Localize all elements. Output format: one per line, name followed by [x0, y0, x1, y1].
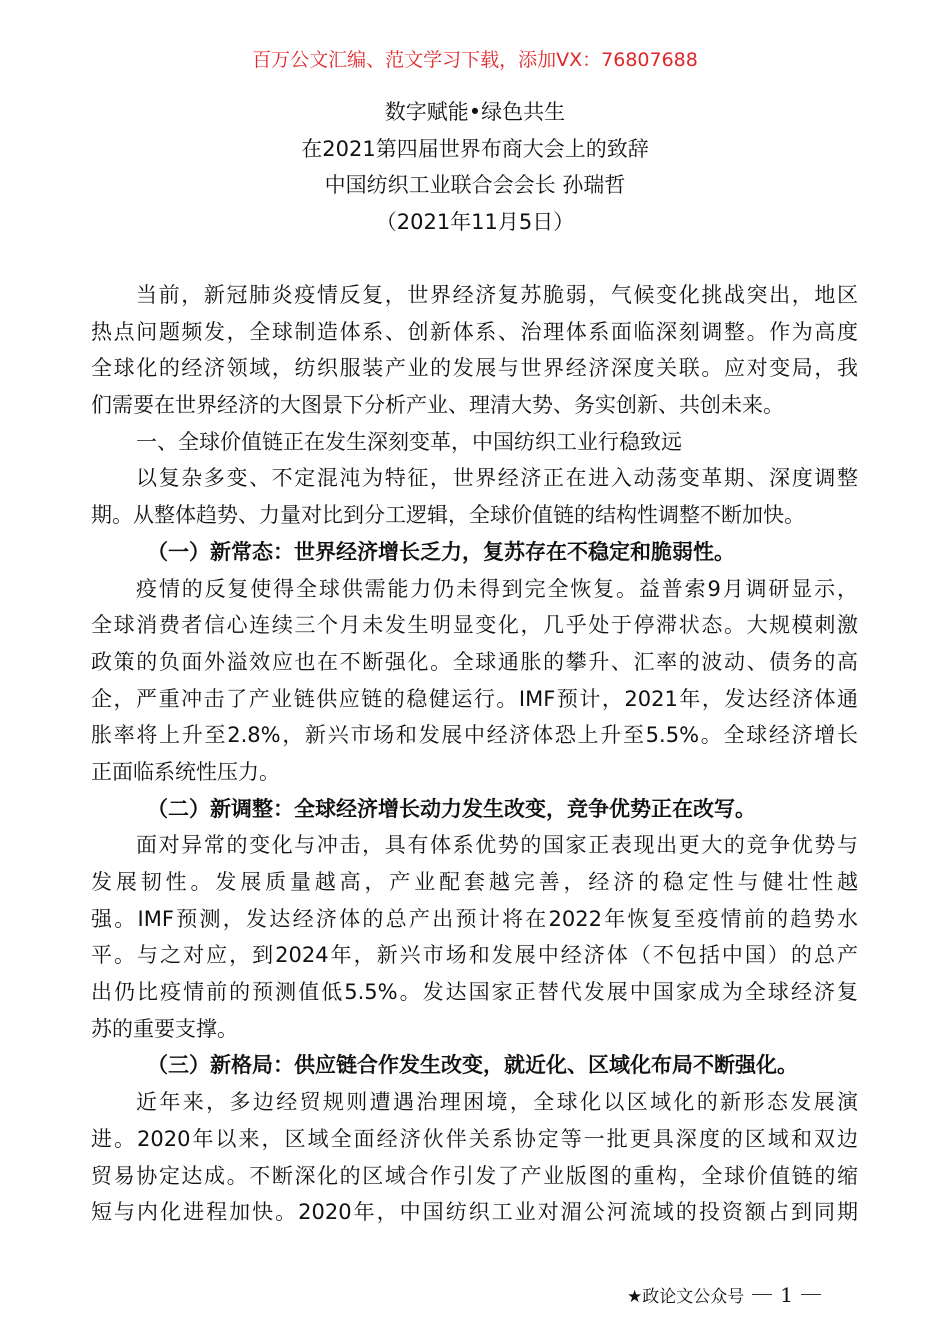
text-line: 苏的重要支撑。	[91, 1016, 238, 1041]
text-line: 企，严重冲击了产业链供应链的稳健运行。IMF预计，2021年，发达经济体通	[91, 686, 858, 711]
page-number: 1	[780, 1282, 793, 1307]
text-line: 贸易协定达成。不断深化的区域合作引发了产业版图的重构，全球价值链的缩	[91, 1163, 858, 1188]
text-line: 强。IMF预测，发达经济体的总产出预计将在2022年恢复至疫情前的趋势水	[91, 906, 858, 931]
text-line: 全球消费者信心连续三个月未发生明显变化，几乎处于停滞状态。大规模刺激	[91, 613, 858, 638]
watermark-banner: 百万公文汇编、范文学习下载，添加VX：76807688	[252, 49, 698, 71]
dash-left	[752, 1294, 772, 1295]
text-line: 出仍比疫情前的预测值低5.5%。发达国家正替代发展中国家成为全球经济复	[91, 980, 858, 1005]
document-body	[91, 277, 858, 1231]
speaker: 中国纺织工业联合会会长 孙瑞哲	[324, 173, 626, 198]
text-line: 一、全球价值链正在发生深刻变革，中国纺织工业行稳致远	[136, 429, 682, 454]
text-line: 发展韧性。发展质量越高，产业配套越完善，经济的稳定性与健壮性越	[91, 870, 858, 894]
text-line: 正面临系统性压力。	[91, 759, 280, 784]
text-line: 以复杂多变、不定混沌为特征，世界经济正在进入动荡变革期、深度调整	[136, 466, 858, 491]
footer-source: ★政论文公众号	[627, 1287, 745, 1307]
text-line: 近年来，多边经贸规则遭遇治理困境，全球化以区域化的新形态发展演	[136, 1090, 858, 1115]
subsection-heading	[91, 1047, 858, 1084]
title-block	[0, 94, 950, 241]
text-line: （一）新常态：世界经济增长乏力，复苏存在不稳定和脆弱性。	[147, 539, 735, 564]
text-line: 平。与之对应，到2024年，新兴市场和发展中经济体（不包括中国）的总产	[91, 943, 858, 968]
subtitle-event: 在2021第四届世界布商大会上的致辞	[301, 136, 649, 161]
subsection-heading	[91, 791, 858, 828]
paragraph	[91, 571, 858, 791]
text-line: 热点问题频发，全球制造体系、创新体系、治理体系面临深刻调整。作为高度	[91, 319, 858, 344]
text-line: （三）新格局：供应链合作发生改变，就近化、区域化布局不断强化。	[147, 1053, 798, 1078]
text-line: 进。2020年以来，区域全面经济伙伴关系协定等一批更具深度的区域和双边	[91, 1126, 858, 1151]
text-line: （二）新调整：全球经济增长动力发生改变，竞争优势正在改写。	[147, 796, 756, 821]
dash-right	[801, 1294, 821, 1295]
text-line: 政策的负面外溢效应也在不断强化。全球通胀的攀升、汇率的波动、债务的高	[91, 649, 858, 674]
text-line: 们需要在世界经济的大图景下分析产业、理清大势、务实创新、共创未来。	[91, 393, 784, 418]
text-line: 胀率将上升至2.8%，新兴市场和发展中经济体恐上升至5.5%。全球经济增长	[91, 723, 858, 748]
paragraph	[91, 827, 858, 1047]
paragraph	[91, 460, 858, 533]
text-line: 面对异常的变化与冲击，具有体系优势的国家正表现出更大的竞争优势与	[136, 833, 858, 858]
main-title: 数字赋能•绿色共生	[384, 100, 566, 124]
paragraph	[91, 277, 858, 424]
text-line: 期。从整体趋势、力量对比到分工逻辑，全球价值链的结构性调整不断加快。	[91, 503, 805, 528]
paragraph	[91, 1084, 858, 1231]
section-heading	[91, 424, 858, 461]
text-line: 全球化的经济领域，纺织服装产业的发展与世界经济深度关联。应对变局，我	[91, 356, 858, 381]
speech-date: （2021年11月5日）	[375, 210, 575, 235]
text-line: 当前，新冠肺炎疫情反复，世界经济复苏脆弱，气候变化挑战突出，地区	[136, 283, 858, 307]
page-footer	[627, 1282, 821, 1307]
text-line: 短与内化进程加快。2020年，中国纺织工业对湄公河流域的投资额占到同期	[91, 1200, 858, 1225]
subsection-heading	[91, 534, 858, 571]
text-line: 疫情的反复使得全球供需能力仍未得到完全恢复。益普索9月调研显示，	[136, 576, 858, 601]
